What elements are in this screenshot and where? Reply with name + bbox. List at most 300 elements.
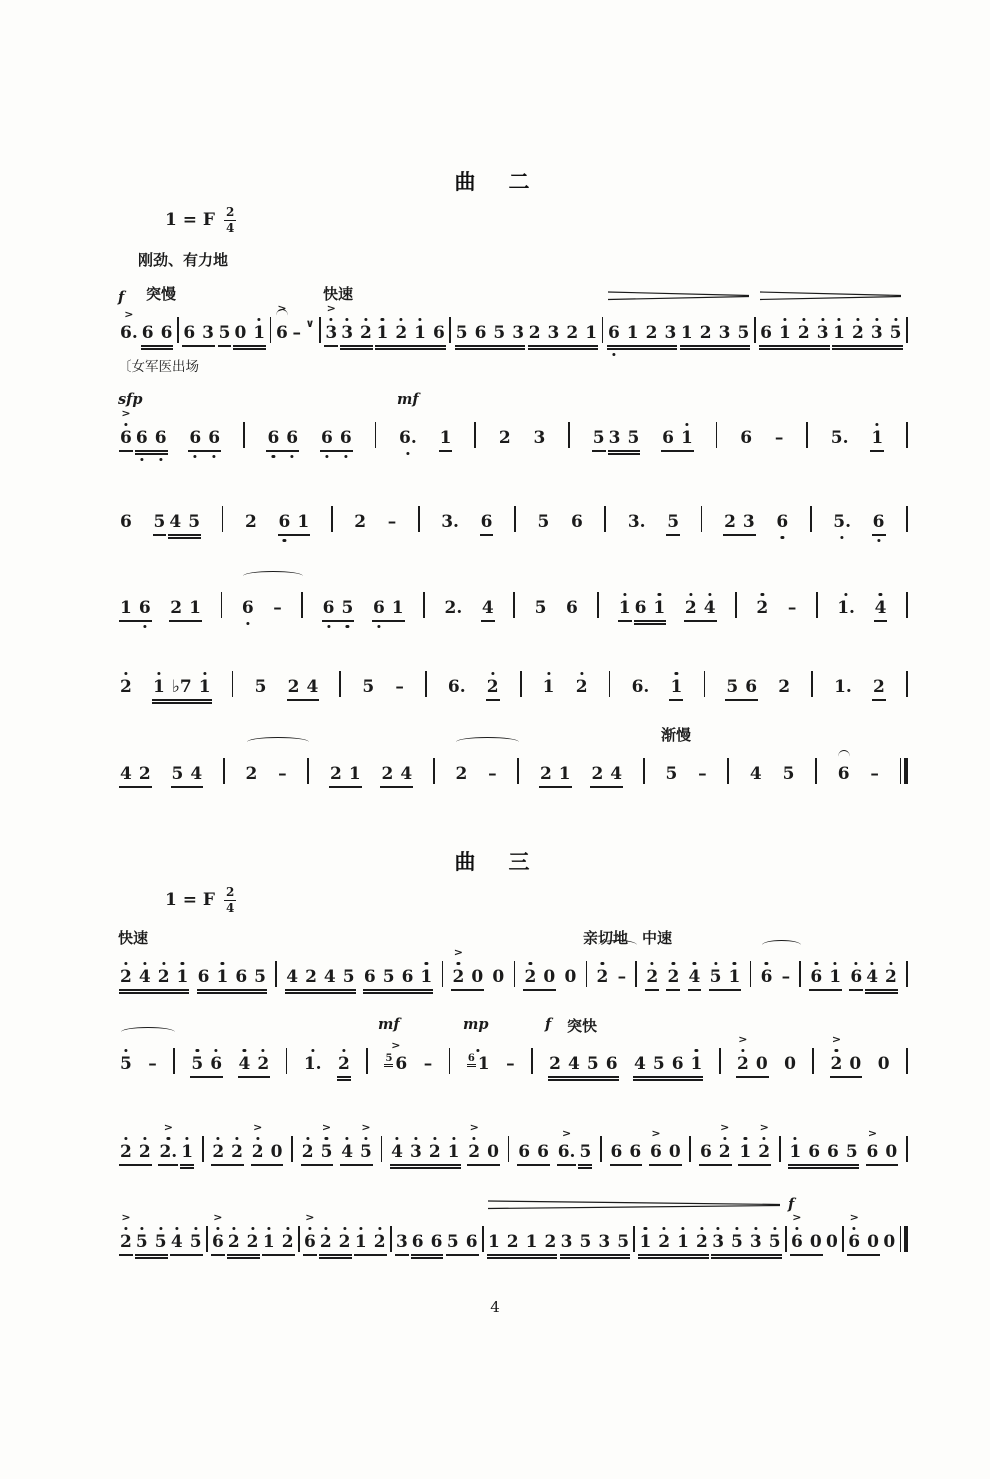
note-digit: 1 xyxy=(639,1232,652,1252)
octave-down-dot xyxy=(140,458,143,461)
beat xyxy=(710,967,741,987)
beat xyxy=(341,1121,372,1162)
note-digit: 6 xyxy=(372,598,385,618)
note xyxy=(784,1054,796,1074)
beam-underline xyxy=(759,345,829,347)
note-digit: 5 xyxy=(189,1232,202,1252)
barline xyxy=(307,758,309,784)
note-group xyxy=(848,1211,879,1252)
note-digit: 1 xyxy=(585,323,598,343)
note-digit: 6 xyxy=(808,1142,821,1162)
note-group xyxy=(384,1039,408,1074)
barline xyxy=(906,1048,908,1074)
octave-up-dot xyxy=(433,1137,436,1140)
octave-up-dot xyxy=(754,1227,757,1230)
note xyxy=(646,967,658,987)
beat xyxy=(740,428,752,448)
beat xyxy=(529,323,597,343)
beat xyxy=(487,677,499,697)
note-digit: 3 xyxy=(608,428,621,448)
note xyxy=(598,1232,610,1252)
beam-underline xyxy=(709,989,742,991)
beat xyxy=(866,1127,898,1162)
note xyxy=(170,598,182,618)
beat xyxy=(373,598,404,618)
octave-down-dot xyxy=(272,455,275,458)
note-group xyxy=(148,1054,157,1074)
accent-mark: > xyxy=(849,1211,859,1224)
note-group xyxy=(273,598,282,618)
tempo-marking: 快速 xyxy=(323,285,354,303)
note xyxy=(543,677,555,697)
note-group xyxy=(736,1033,768,1074)
note xyxy=(778,677,790,697)
note-group xyxy=(726,677,757,697)
barline xyxy=(842,1226,844,1252)
barline xyxy=(423,592,425,618)
octave-up-dot xyxy=(364,318,367,321)
octave-up-dot xyxy=(651,962,654,965)
beam-underline xyxy=(233,345,266,347)
note xyxy=(885,967,897,987)
note xyxy=(154,512,166,532)
beam-underline xyxy=(607,348,677,350)
note xyxy=(155,1232,167,1252)
music-line xyxy=(118,726,910,784)
beat xyxy=(304,1054,322,1074)
note-digit: 4 xyxy=(306,677,319,697)
beam-underline xyxy=(238,1076,271,1078)
note-group xyxy=(628,512,646,532)
beat xyxy=(611,1142,642,1162)
note-group xyxy=(597,967,609,987)
beat xyxy=(120,764,151,784)
note xyxy=(658,1232,670,1252)
barline xyxy=(906,671,908,697)
beam-underline xyxy=(180,1164,194,1166)
note-digit: 4 xyxy=(169,512,182,532)
note-group xyxy=(120,308,138,343)
note xyxy=(402,967,414,987)
note-digit: 3 xyxy=(742,512,755,532)
note xyxy=(120,764,132,784)
stage-direction: 〔女军医出场 xyxy=(118,359,199,375)
note-digit: 3 xyxy=(816,323,829,343)
beat xyxy=(482,598,494,618)
beam-underline xyxy=(320,450,353,452)
note xyxy=(808,1142,820,1162)
note xyxy=(172,764,184,784)
barline xyxy=(716,422,718,448)
beat xyxy=(381,764,412,784)
note-digit: 6 xyxy=(286,428,299,448)
octave-down-dot xyxy=(327,625,330,628)
note xyxy=(597,967,609,987)
accent-mark: > xyxy=(253,1121,263,1134)
note-digit: 0 xyxy=(809,1232,822,1252)
beam-underline xyxy=(135,1254,168,1256)
note-digit: 1 xyxy=(120,598,132,618)
note xyxy=(323,598,335,618)
beat xyxy=(665,764,677,784)
barline xyxy=(754,317,756,343)
beam-underline xyxy=(487,1254,557,1256)
octave-up-dot xyxy=(381,318,384,321)
note-digit: 0 xyxy=(668,1142,681,1162)
note-group xyxy=(303,1211,316,1252)
note xyxy=(399,428,417,448)
octave-up-dot xyxy=(267,1227,270,1230)
note xyxy=(239,1054,251,1074)
note xyxy=(202,323,214,343)
note xyxy=(710,967,722,987)
note-group xyxy=(850,967,862,987)
beam-underline xyxy=(874,620,888,622)
note-group xyxy=(452,946,484,987)
beam-underline xyxy=(548,1079,618,1081)
beat xyxy=(120,1054,132,1074)
beat xyxy=(325,302,372,343)
note-group xyxy=(396,1232,408,1252)
octave-up-dot xyxy=(258,318,261,321)
note-group xyxy=(518,1142,549,1162)
octave-up-dot xyxy=(879,593,882,596)
accent-mark: > xyxy=(277,302,287,315)
octave-down-dot xyxy=(406,452,409,455)
note-digit: 5 xyxy=(120,1054,132,1074)
note-digit: 2 xyxy=(695,1232,708,1252)
beam-underline xyxy=(725,699,758,701)
note-group xyxy=(321,428,352,448)
music-line xyxy=(118,391,910,448)
note xyxy=(488,764,497,784)
barline xyxy=(719,1048,721,1074)
note-group xyxy=(120,598,151,618)
note-digit: 5 xyxy=(579,1232,592,1252)
note xyxy=(273,598,282,618)
note-digit: 2 xyxy=(257,1054,270,1074)
note-group xyxy=(778,677,790,697)
note-group xyxy=(873,677,885,697)
octave-up-dot xyxy=(644,1227,647,1230)
dynamic-marking: f xyxy=(788,1196,795,1213)
note-group xyxy=(593,428,605,448)
octave-up-dot xyxy=(837,318,840,321)
piece2-key-text: 1 = F xyxy=(165,210,215,230)
beam-underline xyxy=(152,699,212,701)
note-digit: – xyxy=(506,1054,515,1074)
note-digit: 1 xyxy=(414,323,426,343)
note xyxy=(878,1054,890,1074)
note-group xyxy=(246,764,258,784)
note-digit: – xyxy=(617,967,627,987)
beam-underline xyxy=(233,348,266,350)
beam-underline xyxy=(560,1254,630,1256)
note xyxy=(776,512,788,532)
note xyxy=(700,323,712,343)
note-digit: 4 xyxy=(238,1054,251,1074)
note-group xyxy=(482,598,494,618)
note-digit: 2 xyxy=(596,967,609,987)
music-line-row xyxy=(118,500,910,532)
note-digit: 6 xyxy=(850,967,863,987)
beat xyxy=(278,764,287,784)
note xyxy=(669,1142,681,1162)
beam-underline xyxy=(227,1257,260,1259)
note xyxy=(756,598,768,618)
note xyxy=(529,323,541,343)
note xyxy=(189,428,201,448)
barline xyxy=(812,1048,814,1074)
note-group xyxy=(487,677,499,697)
note xyxy=(736,1033,749,1074)
note xyxy=(788,598,797,618)
beam-underline xyxy=(119,1254,133,1256)
beam-underline xyxy=(830,1076,863,1078)
beat xyxy=(120,1142,151,1162)
beat xyxy=(632,677,650,697)
note xyxy=(506,1054,515,1074)
beam-underline xyxy=(523,989,556,991)
beat xyxy=(279,512,310,532)
note xyxy=(235,967,247,987)
beat xyxy=(883,1232,895,1252)
beam-underline xyxy=(560,1257,630,1259)
beat xyxy=(667,512,679,532)
note-group xyxy=(506,1054,515,1074)
note xyxy=(481,512,493,532)
note xyxy=(760,323,772,343)
beam-underline xyxy=(303,1254,317,1256)
note-group xyxy=(838,764,850,784)
note xyxy=(429,1142,441,1162)
note-digit: – xyxy=(423,1054,433,1074)
barline xyxy=(517,758,519,784)
accent-mark: > xyxy=(831,1033,842,1046)
note-digit: 6 xyxy=(411,1232,424,1252)
note-digit: 0 xyxy=(270,1142,283,1162)
beam-underline xyxy=(135,450,168,452)
note-digit: – xyxy=(698,764,707,784)
note-digit: 0 xyxy=(755,1054,768,1074)
note xyxy=(302,1142,314,1162)
octave-up-dot xyxy=(889,962,892,965)
octave-up-dot xyxy=(695,1049,698,1052)
note xyxy=(526,1232,538,1252)
note-digit: 4 xyxy=(610,764,623,784)
note xyxy=(228,1232,240,1252)
beat xyxy=(301,1121,333,1162)
note xyxy=(608,323,620,343)
note-group xyxy=(362,677,374,697)
note xyxy=(700,1142,712,1162)
octave-up-dot xyxy=(773,1227,776,1230)
note xyxy=(120,407,132,448)
note-digit: 1 xyxy=(739,1142,752,1162)
note xyxy=(739,1142,751,1162)
note xyxy=(890,323,902,343)
note-digit: 1 xyxy=(354,1232,367,1252)
beam-underline xyxy=(363,989,433,991)
octave-up-dot xyxy=(162,962,165,965)
note xyxy=(579,1142,591,1162)
note-digit: 6 xyxy=(570,512,583,532)
octave-up-dot xyxy=(194,1227,197,1230)
barline xyxy=(381,1136,383,1162)
note xyxy=(188,512,200,532)
beam-underline xyxy=(528,348,598,350)
note-group xyxy=(634,1054,702,1074)
octave-up-dot xyxy=(529,962,532,965)
beam-underline xyxy=(481,620,495,622)
beam-underline xyxy=(590,786,623,788)
note xyxy=(396,1232,408,1252)
note-digit: – xyxy=(148,1054,157,1074)
note-digit: 2 xyxy=(506,1232,519,1252)
note xyxy=(875,598,887,618)
octave-up-dot xyxy=(845,593,848,596)
note xyxy=(286,428,298,448)
note-digit: 1 xyxy=(542,677,555,697)
note-digit: 2 xyxy=(287,677,300,697)
music-line-row xyxy=(118,285,910,343)
note xyxy=(452,946,465,987)
note-digit: 1 xyxy=(253,323,266,343)
note-digit: 6 xyxy=(401,967,414,987)
note-group xyxy=(456,323,524,343)
beat xyxy=(219,323,266,343)
beam-underline xyxy=(390,1167,460,1169)
note-group xyxy=(632,677,650,697)
note-digit: 5 xyxy=(537,512,550,532)
octave-up-dot xyxy=(783,318,786,321)
note xyxy=(790,1211,803,1252)
note xyxy=(653,1054,665,1074)
dynamic-marking: sfp xyxy=(118,391,143,408)
note xyxy=(383,967,395,987)
note-digit: 3 xyxy=(341,323,354,343)
note-digit: 5 xyxy=(153,512,166,532)
barline xyxy=(689,1136,691,1162)
note-digit: 3 xyxy=(409,1142,422,1162)
octave-down-dot xyxy=(346,625,349,628)
note xyxy=(849,1054,861,1074)
note xyxy=(139,967,151,987)
note xyxy=(395,323,407,343)
note-digit: 0 xyxy=(883,1232,896,1252)
accent-mark: > xyxy=(361,1121,371,1134)
beam-underline xyxy=(865,992,898,994)
octave-up-dot xyxy=(215,1049,218,1052)
note-group xyxy=(662,428,693,448)
note xyxy=(827,1142,839,1162)
dynamic-marking: f xyxy=(118,289,125,306)
note xyxy=(448,1142,460,1162)
beat xyxy=(330,764,361,784)
beat xyxy=(543,677,555,697)
note xyxy=(199,677,211,697)
octave-up-dot xyxy=(871,962,874,965)
octave-up-dot xyxy=(875,318,878,321)
octave-up-dot xyxy=(700,1227,703,1230)
note-digit: 5 xyxy=(342,967,355,987)
octave-up-dot xyxy=(124,962,127,965)
note xyxy=(306,312,315,334)
beam-underline xyxy=(329,786,362,788)
note-group xyxy=(549,1054,617,1074)
beat xyxy=(212,1142,243,1162)
note-digit: 4 xyxy=(190,764,203,784)
beat xyxy=(750,764,762,784)
note-group xyxy=(320,1232,351,1252)
note-digit: 2 xyxy=(718,1142,731,1162)
beat xyxy=(246,764,258,784)
note xyxy=(646,323,658,343)
note xyxy=(726,677,738,697)
beat xyxy=(239,1054,270,1074)
note xyxy=(731,1232,743,1252)
beat xyxy=(535,598,547,618)
beat xyxy=(245,512,257,532)
barline xyxy=(704,671,706,697)
note-digit: 4 xyxy=(749,764,762,784)
note-digit: 4 xyxy=(634,1054,646,1074)
beat xyxy=(263,1232,294,1252)
octave-up-dot xyxy=(143,1137,146,1140)
barline xyxy=(286,1048,288,1074)
note-digit: 2 xyxy=(452,967,465,987)
note-digit: 2 xyxy=(498,428,511,448)
beam-underline xyxy=(666,534,680,536)
octave-up-dot xyxy=(741,1049,744,1052)
note xyxy=(153,677,165,697)
fermata-mark xyxy=(276,309,288,316)
octave-down-dot xyxy=(325,455,328,458)
beat xyxy=(376,323,444,343)
note-digit: 2 xyxy=(329,764,342,784)
note-digit: – xyxy=(387,512,397,532)
note xyxy=(627,428,639,448)
barline xyxy=(270,317,272,343)
beat xyxy=(566,598,578,618)
beam-underline xyxy=(446,1254,479,1256)
note xyxy=(548,323,560,343)
note xyxy=(653,598,665,618)
beat xyxy=(848,1211,879,1252)
barline xyxy=(474,422,476,448)
note xyxy=(535,598,547,618)
beat xyxy=(288,677,319,697)
note-digit: 5 xyxy=(586,1054,599,1074)
note xyxy=(340,428,352,448)
note xyxy=(745,677,757,697)
barline xyxy=(339,671,341,697)
beat xyxy=(384,1039,408,1074)
accent-mark: > xyxy=(453,946,463,959)
beat xyxy=(488,1232,556,1252)
octave-up-dot xyxy=(477,1049,480,1052)
note xyxy=(246,764,258,784)
beam-underline xyxy=(486,699,500,701)
octave-down-dot xyxy=(159,458,162,461)
piece2-time-signature xyxy=(224,206,236,234)
note-digit: 1 xyxy=(198,677,211,697)
note xyxy=(665,764,677,784)
note xyxy=(139,598,151,618)
beam-underline xyxy=(865,989,898,991)
note xyxy=(488,1232,500,1252)
note xyxy=(410,1142,422,1162)
